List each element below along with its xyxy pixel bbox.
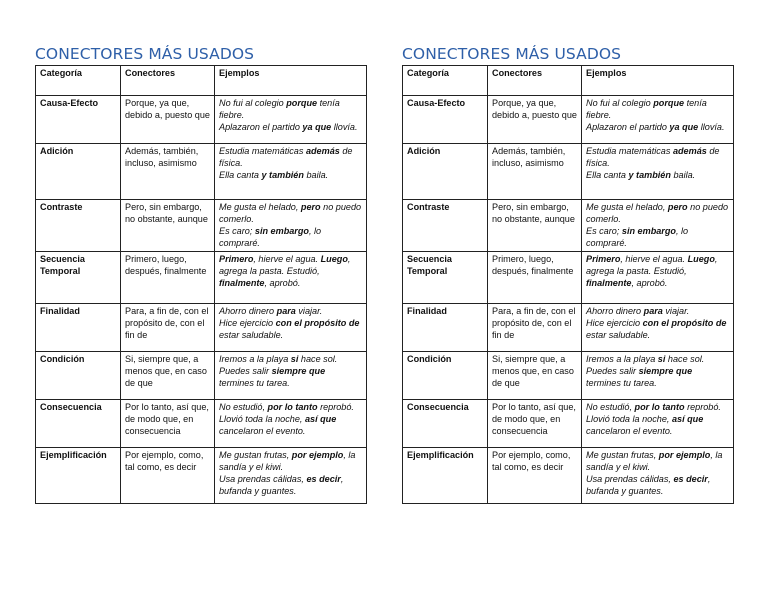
column-header: Categoría — [403, 66, 488, 96]
example-text: , lo compraré. — [586, 226, 689, 248]
example-line — [586, 401, 729, 413]
connector-highlight: Luego — [320, 254, 348, 264]
example-line — [586, 365, 729, 389]
connectors-cell: Si, siempre que, a menos que, en caso de que — [121, 352, 215, 400]
example-text: Llovió toda la noche, — [586, 414, 672, 424]
examples-cell — [582, 252, 734, 304]
example-line — [219, 449, 362, 473]
table-row — [36, 400, 367, 448]
example-text: Usa prendas cálidas, — [219, 474, 307, 484]
example-text: Ella canta — [586, 170, 629, 180]
example-line — [219, 97, 362, 121]
category-cell: Secuencia Temporal — [403, 252, 488, 304]
connector-highlight: y también — [628, 170, 671, 180]
connector-highlight: por lo tanto — [634, 402, 685, 412]
connector-highlight: finalmente — [586, 278, 632, 288]
example-text: Me gusta el helado, — [586, 202, 668, 212]
example-text: no puedo comerlo. — [219, 202, 362, 224]
example-text: , aprobó. — [264, 278, 301, 288]
example-text: No fui al colegio — [586, 98, 654, 108]
category-cell: Adición — [36, 144, 121, 200]
examples-cell — [582, 352, 734, 400]
table-row — [36, 352, 367, 400]
examples-cell — [215, 144, 367, 200]
connectors-table — [402, 65, 734, 504]
example-line — [586, 201, 729, 225]
connector-highlight: así que — [671, 414, 704, 424]
category-cell: Adición — [403, 144, 488, 200]
example-text: viajar. — [662, 306, 690, 316]
example-text: , agrega la pasta. Estudió, — [586, 254, 718, 276]
examples-cell — [582, 448, 734, 504]
example-text: Estudia matemáticas — [219, 146, 306, 156]
category-cell: Finalidad — [36, 304, 121, 352]
example-line — [219, 305, 362, 317]
example-line — [219, 145, 362, 169]
example-text: llovía. — [331, 122, 358, 132]
example-text: Hice ejercicio — [586, 318, 643, 328]
example-text: de física. — [586, 146, 720, 168]
column-header: Ejemplos — [215, 66, 367, 96]
example-text: cancelaron el evento. — [586, 426, 673, 436]
example-text: Es caro; — [219, 226, 255, 236]
example-text: baila. — [303, 170, 329, 180]
connector-highlight: Primero — [586, 254, 621, 264]
example-text: No estudió, — [586, 402, 635, 412]
category-cell: Contraste — [36, 200, 121, 252]
examples-cell — [582, 96, 734, 144]
table-row — [36, 200, 367, 252]
connector-highlight: con el propósito de — [275, 318, 360, 328]
example-line — [586, 305, 729, 317]
column-header: Categoría — [36, 66, 121, 96]
example-text: , bufanda y guantes. — [219, 474, 344, 496]
category-cell: Ejemplificación — [403, 448, 488, 504]
example-line — [586, 449, 729, 473]
connector-highlight: si — [290, 354, 299, 364]
example-text: Iremos a la playa — [219, 354, 291, 364]
example-text: , hierve el agua. — [620, 254, 688, 264]
table-row — [36, 144, 367, 200]
example-text: hace sol. — [665, 354, 705, 364]
table-row — [403, 400, 734, 448]
category-cell: Finalidad — [403, 304, 488, 352]
example-line — [219, 225, 362, 249]
connector-highlight: sin embargo — [621, 226, 676, 236]
column-header: Conectores — [488, 66, 582, 96]
connectors-cell: Primero, luego, después, finalmente — [488, 252, 582, 304]
connector-highlight: ya que — [302, 122, 332, 132]
example-text: hace sol. — [298, 354, 338, 364]
connector-highlight: para — [276, 306, 296, 316]
examples-cell — [215, 252, 367, 304]
example-text: Estudia matemáticas — [586, 146, 673, 156]
example-line — [219, 169, 362, 181]
example-line — [219, 201, 362, 225]
connectors-cell: Pero, sin embargo, no obstante, aunque — [488, 200, 582, 252]
connectors-cell: Para, a fin de, con el propósito de, con el fin de — [121, 304, 215, 352]
example-line — [586, 473, 729, 497]
connectors-cell: Por lo tanto, así que, de modo que, en consecuencia — [121, 400, 215, 448]
category-cell: Causa-Efecto — [36, 96, 121, 144]
table-row — [403, 200, 734, 252]
category-cell: Secuencia Temporal — [36, 252, 121, 304]
connector-highlight: finalmente — [219, 278, 265, 288]
example-text: Puedes salir — [586, 366, 639, 376]
category-cell: Consecuencia — [36, 400, 121, 448]
example-text: No fui al colegio — [219, 98, 287, 108]
connector-highlight: por ejemplo — [291, 450, 344, 460]
connectors-cell: Porque, ya que, debido a, puesto que — [121, 96, 215, 144]
example-line — [586, 97, 729, 121]
example-text: Llovió toda la noche, — [219, 414, 305, 424]
examples-cell — [582, 304, 734, 352]
example-text: , agrega la pasta. Estudió, — [219, 254, 351, 276]
table-row — [403, 448, 734, 504]
example-text: Me gusta el helado, — [219, 202, 301, 212]
category-cell: Condición — [403, 352, 488, 400]
example-text: reprobó. — [317, 402, 354, 412]
connectors-cell: Además, también, incluso, asimismo — [488, 144, 582, 200]
table-row — [36, 448, 367, 504]
example-text: Usa prendas cálidas, — [586, 474, 674, 484]
example-line — [586, 317, 729, 341]
connector-highlight: porque — [286, 98, 318, 108]
example-text: Es caro; — [586, 226, 622, 236]
example-text: Aplazaron el partido — [219, 122, 303, 132]
example-line — [586, 225, 729, 249]
example-text: viajar. — [295, 306, 323, 316]
page-title: CONECTORES MÁS USADOS — [35, 45, 255, 63]
example-text: Ahorro dinero — [586, 306, 644, 316]
page-title: CONECTORES MÁS USADOS — [402, 45, 622, 63]
examples-cell — [582, 200, 734, 252]
example-line — [219, 353, 362, 365]
table-row — [36, 96, 367, 144]
table-row — [403, 352, 734, 400]
examples-cell — [582, 400, 734, 448]
example-line — [586, 169, 729, 181]
connectors-cell: Además, también, incluso, asimismo — [121, 144, 215, 200]
example-line — [219, 253, 362, 289]
example-text: estar saludable. — [586, 330, 651, 340]
example-text: Hice ejercicio — [219, 318, 276, 328]
example-line — [586, 353, 729, 365]
example-line — [586, 253, 729, 289]
table-row — [403, 144, 734, 200]
examples-cell — [215, 448, 367, 504]
example-text: tenía fiebre. — [586, 98, 707, 120]
connectors-cell: Por ejemplo, como, tal como, es decir — [488, 448, 582, 504]
connector-highlight: pero — [300, 202, 321, 212]
connector-highlight: así que — [304, 414, 337, 424]
example-text: baila. — [670, 170, 696, 180]
example-text: Ella canta — [219, 170, 262, 180]
example-text: Iremos a la playa — [586, 354, 658, 364]
column-header: Ejemplos — [582, 66, 734, 96]
connectors-cell: Para, a fin de, con el propósito de, con el fin de — [488, 304, 582, 352]
right-panel — [402, 44, 733, 504]
connector-highlight: pero — [667, 202, 688, 212]
examples-cell — [582, 144, 734, 200]
connector-highlight: ya que — [669, 122, 699, 132]
connector-highlight: por lo tanto — [267, 402, 318, 412]
example-text: de física. — [219, 146, 353, 168]
table-row — [403, 252, 734, 304]
examples-cell — [215, 352, 367, 400]
examples-cell — [215, 200, 367, 252]
connector-highlight: por ejemplo — [658, 450, 711, 460]
example-text: no puedo comerlo. — [586, 202, 729, 224]
example-text: Aplazaron el partido — [586, 122, 670, 132]
example-text: Ahorro dinero — [219, 306, 277, 316]
connectors-cell: Pero, sin embargo, no obstante, aunque — [121, 200, 215, 252]
left-panel — [35, 44, 366, 504]
example-text: , lo compraré. — [219, 226, 322, 248]
table-row — [403, 96, 734, 144]
example-text: reprobó. — [684, 402, 721, 412]
connector-highlight: además — [672, 146, 707, 156]
example-text: llovía. — [698, 122, 725, 132]
example-text: , la sandía y el kiwi. — [586, 450, 723, 472]
example-line — [219, 473, 362, 497]
example-text: Me gustan frutas, — [586, 450, 659, 460]
connector-highlight: siempre que — [271, 366, 326, 376]
examples-cell — [215, 96, 367, 144]
connectors-cell: Primero, luego, después, finalmente — [121, 252, 215, 304]
example-text: , aprobó. — [631, 278, 668, 288]
connector-highlight: si — [657, 354, 666, 364]
examples-cell — [215, 304, 367, 352]
table-row — [403, 304, 734, 352]
connector-highlight: siempre que — [638, 366, 693, 376]
example-text: , hierve el agua. — [253, 254, 321, 264]
category-cell: Condición — [36, 352, 121, 400]
example-line — [586, 121, 729, 133]
example-text: Me gustan frutas, — [219, 450, 292, 460]
connector-highlight: además — [305, 146, 340, 156]
example-line — [219, 317, 362, 341]
connectors-cell: Por ejemplo, como, tal como, es decir — [121, 448, 215, 504]
example-text: Puedes salir — [219, 366, 272, 376]
connectors-cell: Si, siempre que, a menos que, en caso de que — [488, 352, 582, 400]
example-line — [586, 413, 729, 437]
connector-highlight: y también — [261, 170, 304, 180]
table-header-row — [36, 66, 367, 96]
example-text: termines tu tarea. — [586, 378, 657, 388]
column-header: Conectores — [121, 66, 215, 96]
category-cell: Consecuencia — [403, 400, 488, 448]
table-row — [36, 252, 367, 304]
table-row — [36, 304, 367, 352]
category-cell: Ejemplificación — [36, 448, 121, 504]
connector-highlight: es decir — [306, 474, 341, 484]
example-line — [219, 365, 362, 389]
example-line — [586, 145, 729, 169]
connector-highlight: porque — [653, 98, 685, 108]
category-cell: Contraste — [403, 200, 488, 252]
example-text: cancelaron el evento. — [219, 426, 306, 436]
example-line — [219, 413, 362, 437]
connector-highlight: para — [643, 306, 663, 316]
connector-highlight: sin embargo — [254, 226, 309, 236]
example-line — [219, 121, 362, 133]
connector-highlight: Luego — [687, 254, 715, 264]
example-text: , la sandía y el kiwi. — [219, 450, 356, 472]
examples-cell — [215, 400, 367, 448]
connector-highlight: con el propósito de — [642, 318, 727, 328]
connectors-table — [35, 65, 367, 504]
table-header-row — [403, 66, 734, 96]
connectors-cell: Porque, ya que, debido a, puesto que — [488, 96, 582, 144]
example-text: No estudió, — [219, 402, 268, 412]
connectors-cell: Por lo tanto, así que, de modo que, en consecuencia — [488, 400, 582, 448]
connector-highlight: Primero — [219, 254, 254, 264]
example-text: estar saludable. — [219, 330, 284, 340]
example-text: termines tu tarea. — [219, 378, 290, 388]
example-text: , bufanda y guantes. — [586, 474, 711, 496]
category-cell: Causa-Efecto — [403, 96, 488, 144]
example-line — [219, 401, 362, 413]
connector-highlight: es decir — [673, 474, 708, 484]
example-text: tenía fiebre. — [219, 98, 340, 120]
